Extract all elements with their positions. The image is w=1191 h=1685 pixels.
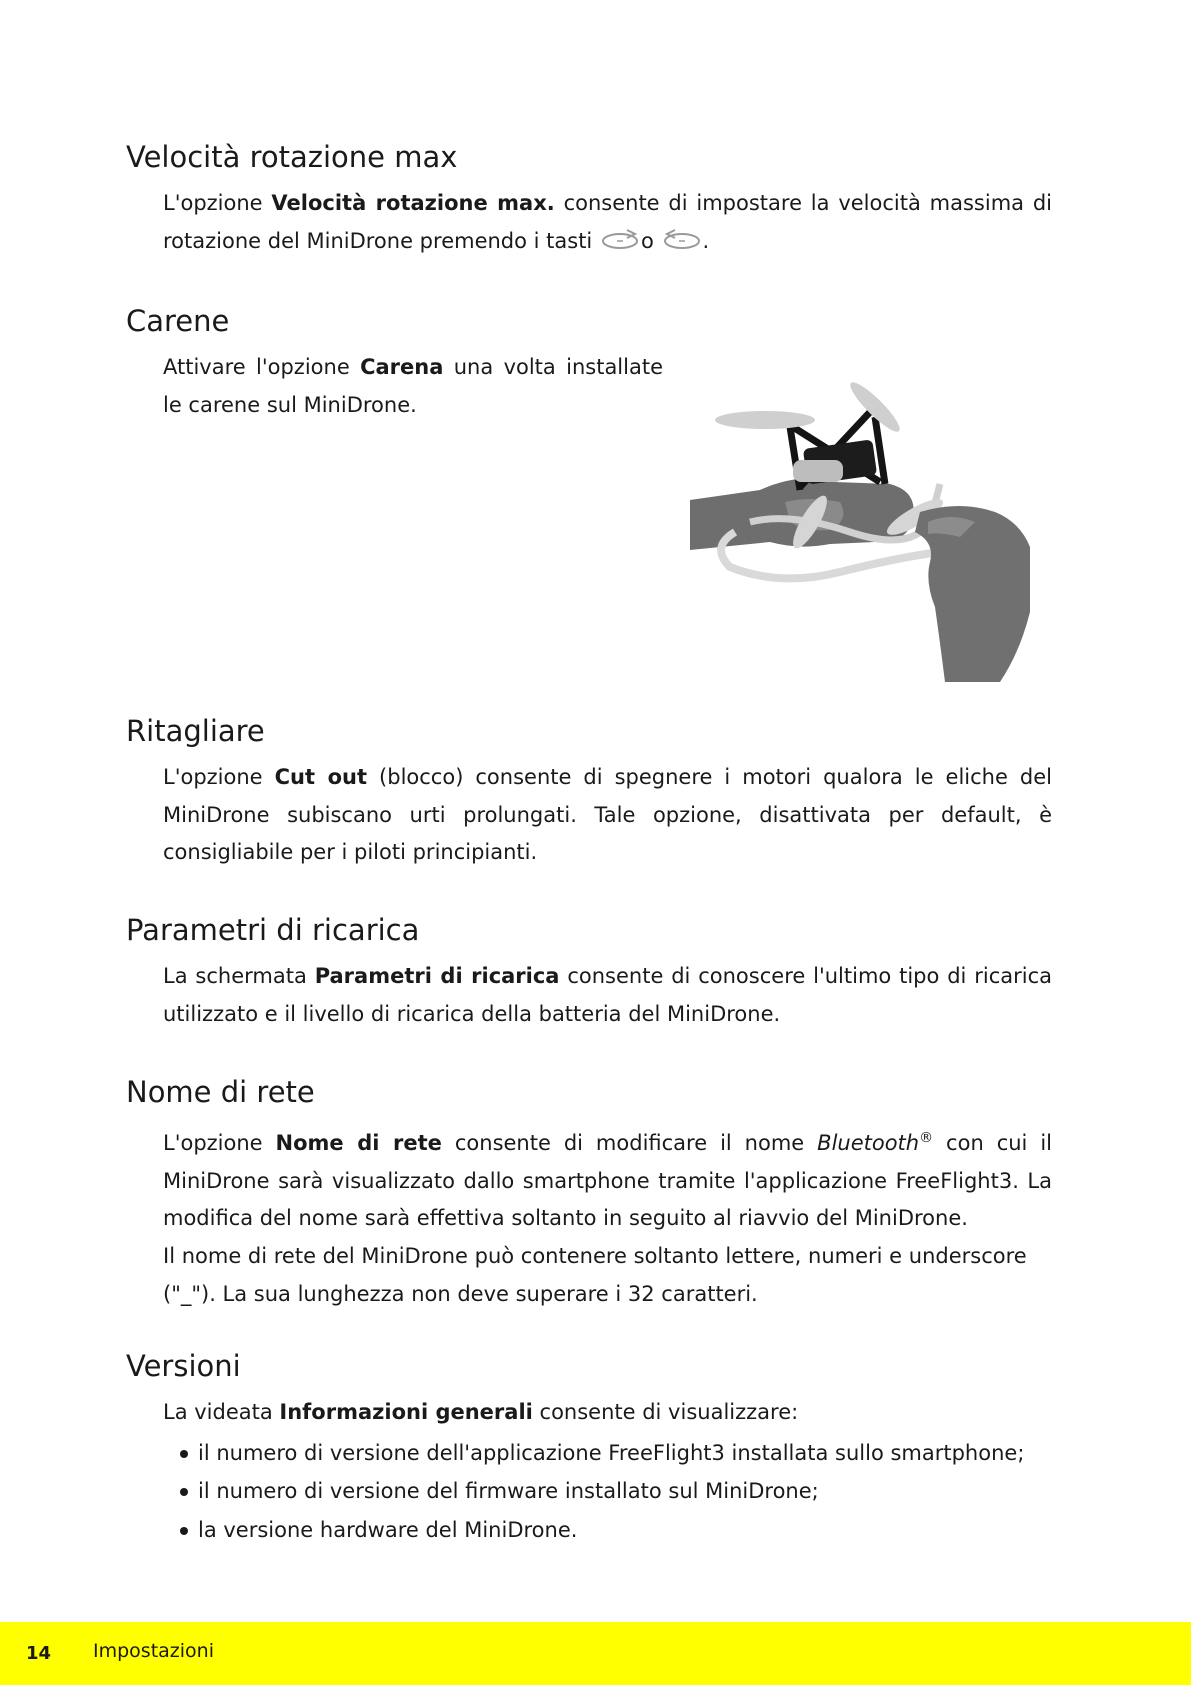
rotate-left-icon: [663, 225, 701, 263]
paragraph: [163, 1394, 1052, 1432]
section-body: [163, 1394, 1052, 1549]
text-run: La schermata: [163, 964, 315, 988]
section-body: [163, 185, 1052, 262]
page-number: 14: [26, 1643, 52, 1664]
text-run: consente di modificare il nome: [441, 1131, 818, 1155]
section-title: Ritagliare: [126, 714, 265, 748]
text-run: La videata: [163, 1400, 280, 1424]
rotate-right-icon: [601, 225, 639, 263]
text-run: consente di conoscere l'ultimo tipo di ricarica utilizzato e il livello di ricarica della batteria del MiniDrone.: [163, 964, 1052, 1026]
section-title: Versioni: [126, 1349, 241, 1383]
paragraph: Il nome di rete del MiniDrone può contenere soltanto lettere, numeri e underscore ("_"). La sua lunghezza non deve superare i 32 caratteri.: [163, 1244, 1027, 1306]
bold-term: Nome di rete: [275, 1131, 442, 1155]
paragraph: [163, 958, 1052, 1033]
text-run: L'opzione: [163, 191, 272, 215]
section-title: Nome di rete: [126, 1075, 315, 1109]
section-rotation: [126, 140, 1052, 262]
page-footer: [0, 1622, 1191, 1685]
text-run: con cui il MiniDrone sarà visualizzato dallo smartphone tramite l'applicazione FreeFlight3. La modifica del nome sarà effettiva soltanto in seguito al riavvio del MiniDrone.: [163, 1131, 1052, 1231]
bold-term: Carena: [360, 355, 444, 379]
text-run: o: [640, 228, 654, 253]
chapter-title: Impostazioni: [93, 1640, 214, 1662]
section-cutout: [126, 714, 1052, 872]
list-item: il numero di versione del firmware installato sul MiniDrone;: [163, 1472, 1052, 1511]
section-body: [163, 349, 663, 424]
text-run: (blocco) consente di spegnere i motori qualora le eliche del MiniDrone subiscano urti prolungati. Tale opzione, disattivata per default, è consigliabile per i piloti principianti.: [163, 765, 1052, 865]
bullet-list: [163, 1434, 1052, 1550]
section-title: Velocità rotazione max: [126, 140, 458, 174]
bold-term: Parametri di ricarica: [314, 964, 560, 988]
bold-term: Informazioni generali: [279, 1400, 533, 1424]
text-run: L'opzione: [163, 765, 275, 789]
text-run: consente di visualizzare:: [532, 1400, 799, 1424]
section-charge: [126, 913, 1052, 1033]
paragraph: [163, 185, 1052, 262]
section-versions: [126, 1349, 1052, 1549]
text-run: .: [702, 228, 710, 253]
text-run: L'opzione: [163, 1131, 276, 1155]
section-body: [163, 958, 1052, 1033]
text-run: una volta installate le carene sul MiniDrone.: [163, 355, 663, 417]
section-title: Parametri di ricarica: [126, 913, 420, 947]
list-item: il numero di versione dell'applicazione FreeFlight3 installata sullo smartphone;: [163, 1434, 1052, 1473]
bold-term: Velocità rotazione max.: [271, 191, 555, 215]
paragraph: [163, 349, 663, 424]
list-item: la versione hardware del MiniDrone.: [163, 1511, 1052, 1550]
paragraph: [163, 759, 1052, 872]
section-body: [163, 1120, 1052, 1314]
registered-mark: ®: [919, 1130, 934, 1146]
section-network: [126, 1075, 1052, 1314]
section-title: Carene: [126, 304, 230, 338]
minidrone-hull-photo: [690, 372, 1030, 682]
italic-term: Bluetooth: [817, 1131, 920, 1155]
paragraph: [163, 1120, 1052, 1238]
bold-term: Cut out: [274, 765, 368, 789]
text-run: consente di impostare la velocità massima di rotazione del MiniDrone premendo i tasti: [163, 191, 1052, 253]
text-run: Attivare l'opzione: [163, 355, 361, 379]
section-body: [163, 759, 1052, 872]
